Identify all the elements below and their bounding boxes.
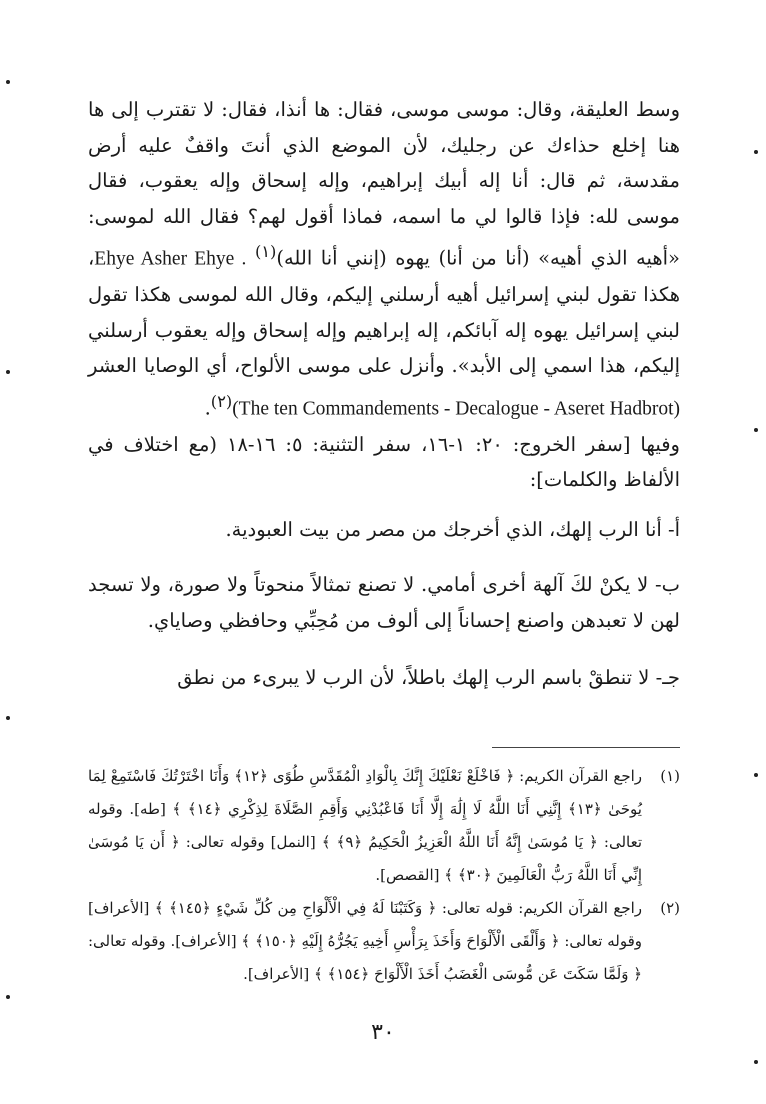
- margin-dot: [754, 1060, 758, 1064]
- main-text: [88, 92, 680, 696]
- footnote-separator: [492, 747, 680, 748]
- margin-dot: [754, 428, 758, 432]
- footnote-text: راجع القرآن الكريم: قوله تعالى: ﴿ وَكَتَبْنَا لَهُ فِي الْأَلْوَاحِ مِن كُلِّ شَيْءٍ ﴿١٤٥﴾ ﴾ [الأعراف] وقوله تعالى: ﴿ وَأَلْقَى الْأَلْوَاحَ وَأَخَذَ بِرَأْسِ أَخِيهِ يَجُرُّهُ إِلَيْهِ ﴿١٥٠﴾ ﴾ [الأعراف]. وقوله تعالى: ﴿ وَلَمَّا سَكَتَ عَن مُّوسَى الْغَضَبُ أَخَذَ الْأَلْوَاحَ ﴿١٥٤﴾ ﴾ [الأعراف].: [88, 899, 643, 983]
- footnote-1: [88, 760, 680, 892]
- paragraph-1-continued: ، هكذا تقول لبني إسرائيل أهيه أرسلني إليكم، وقال الله لموسى هكذا تقول لبني إسرائيل يهوه إله آبائكم، إله إبراهيم وإله إسحاق وإله يعقوب أرسلني إليكم، هذا اسمي إلى الأبد». وأنزل على موسى الألواح، أي الوصايا العشر: [88, 246, 680, 377]
- margin-dot: [6, 80, 10, 84]
- footnote-number: (٢): [660, 899, 680, 917]
- margin-dot: [6, 716, 10, 720]
- margin-dot: [754, 773, 758, 777]
- footnote-ref-2: (٢): [210, 391, 233, 411]
- footnotes: [88, 760, 680, 991]
- page-number: ٣٠: [371, 1020, 395, 1045]
- margin-dot: [6, 370, 10, 374]
- margin-dot: [754, 150, 758, 154]
- footnote-text: راجع القرآن الكريم: ﴿ فَاخْلَعْ نَعْلَيْكَ إِنَّكَ بِالْوَادِ الْمُقَدَّسِ طُوًى ﴿١٢﴾ وَأَنَا اخْتَرْتُكَ فَاسْتَمِعْ لِمَا يُوحَىٰ ﴿١٣﴾ إِنَّنِي أَنَا اللَّهُ لَا إِلَٰهَ إِلَّا أَنَا فَاعْبُدْنِي وَأَقِمِ الصَّلَاةَ لِذِكْرِي ﴿١٤﴾ ﴾ [طه]. وقوله تعالى: ﴿ يَا مُوسَىٰ إِنَّهُ أَنَا اللَّهُ الْعَزِيزُ الْحَكِيمُ ﴿٩﴾ ﴾ [النمل] وقوله تعالى: ﴿ أَن يَا مُوسَىٰ إِنِّي أَنَا اللَّهُ رَبُّ الْعَالَمِينَ ﴿٣٠﴾ ﴾ [القصص].: [88, 767, 642, 884]
- footnote-ref-1: (١): [254, 242, 277, 261]
- paragraph-2: وفيها [سفر الخروج: ٢٠: ١-١٦، سفر التثنية: ٥: ١٦-١٨ (مع اختلاف في الألفاظ والكلمات]:: [88, 432, 680, 491]
- paragraph-3: أ- أنا الرب إلهك، الذي أخرجك من مصر من بيت العبودية.: [225, 517, 680, 541]
- paragraph-4: ب- لا يكنْ لكَ آلهة أخرى أمامي. لا تصنع تمثالاً منحوتاً ولا صورة، ولا تسجد لهن لا تعبدهن واصنع إحساناً إلى ألوف من مُحِبِّي وحافظي وصاياي.: [88, 573, 680, 632]
- page-content: [88, 92, 680, 983]
- paragraph-1-end: .: [204, 396, 211, 419]
- margin-dot: [6, 995, 10, 999]
- paragraph-1-text: وسط العليقة، وقال: موسى موسى، فقال: ها أنذا، فقال: لا تقترب إلى ها هنا إخلع حذاءك عن رجليك، لأن الموضع الذي أنتَ واقفٌ عليه أرض مقدسة، ثم قال: أنا إله أبيك إبراهيم، وإله إسحاق وإله يعقوب، فقال موسى لله: فإذا قالوا لي ما اسمه، فماذا أقول لهم؟ فقال الله لموسى: «أهيه الذي أهيه» (أنا من أنا) يهوه (إنني أنا الله): [88, 98, 680, 270]
- latin-name: Ehye Asher Ehye .: [94, 248, 247, 270]
- footnote-2: [88, 892, 680, 991]
- latin-commandments: (The ten Commandements - Decalogue - Aseret Hadbrot): [232, 398, 680, 419]
- footnote-number: (١): [660, 767, 680, 785]
- paragraph-1: [88, 92, 680, 427]
- paragraph-5: جـ- لا تنطقْ باسم الرب إلهك باطلاً، لأن الرب لا يبرىء من نطق: [177, 666, 680, 689]
